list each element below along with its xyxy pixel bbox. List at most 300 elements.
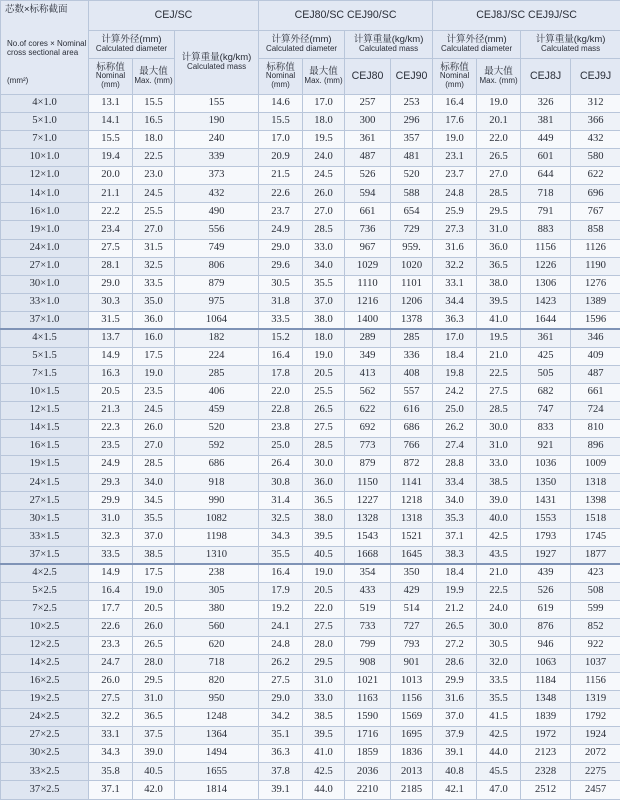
cell-cej-nominal: 22.2: [89, 203, 133, 221]
nominal-cn: 标称值: [440, 61, 469, 73]
cell-cej90-mass: 1141: [391, 474, 433, 492]
cell-cej9j-mass: 409: [571, 347, 620, 365]
cell-cej8j-mass: 439: [521, 564, 571, 582]
cell-cej90-mass: 1378: [391, 311, 433, 329]
cell-cej90-mass: 1206: [391, 293, 433, 311]
cell-cej8090-max: 27.5: [303, 618, 345, 636]
cell-cej8j-mass: 1306: [521, 275, 571, 293]
cell-cej9j-mass: 810: [571, 420, 620, 438]
cell-cej8j-mass: 718: [521, 185, 571, 203]
cell-cej9j-mass: 1389: [571, 293, 620, 311]
cell-cej8j-mass: 1348: [521, 691, 571, 709]
cell-cej80-mass: 736: [345, 221, 391, 239]
cell-cej-nominal: 23.4: [89, 221, 133, 239]
cell-cej8j-mass: 833: [521, 420, 571, 438]
cell-cej90-mass: 1645: [391, 546, 433, 564]
cell-cej8j9j-nominal: 26.5: [433, 618, 477, 636]
table-row: [1, 167, 620, 185]
cell-cej90-mass: 2013: [391, 763, 433, 781]
cell-cej8j9j-max: 29.5: [477, 203, 521, 221]
cell-cej-max: 26.5: [133, 636, 175, 654]
cell-cej-max: 25.5: [133, 203, 175, 221]
cell-cej8j9j-nominal: 28.6: [433, 654, 477, 672]
cell-cej8j-mass: 1972: [521, 727, 571, 745]
cell-cej8j9j-max: 42.5: [477, 727, 521, 745]
cell-cej-mass: 806: [175, 257, 259, 275]
cell-cej8090-nominal: 20.9: [259, 149, 303, 167]
cell-size: 27×2.5: [1, 727, 89, 745]
cell-cej8j-mass: 921: [521, 438, 571, 456]
cell-cej-nominal: 23.3: [89, 636, 133, 654]
cell-cej90-mass: 285: [391, 329, 433, 347]
cell-cej-max: 38.5: [133, 546, 175, 564]
table-row: [1, 709, 620, 727]
cell-cej-mass: 1814: [175, 781, 259, 800]
cell-cej8j9j-nominal: 31.6: [433, 691, 477, 709]
nominal-cn: 标称值: [266, 61, 295, 73]
cell-cej-mass: 950: [175, 691, 259, 709]
cell-cej80-mass: 692: [345, 420, 391, 438]
cell-size: 12×2.5: [1, 636, 89, 654]
cell-cej8090-max: 34.0: [303, 257, 345, 275]
cell-cej8j9j-nominal: 37.9: [433, 727, 477, 745]
cell-cej8090-nominal: 23.7: [259, 203, 303, 221]
cell-cej8j9j-nominal: 21.2: [433, 600, 477, 618]
cell-cej8090-max: 17.0: [303, 95, 345, 113]
cell-cej8j9j-nominal: 37.0: [433, 709, 477, 727]
cell-cej90-mass: 727: [391, 618, 433, 636]
cell-cej8j9j-nominal: 34.0: [433, 492, 477, 510]
cell-cej8j-mass: 2328: [521, 763, 571, 781]
table-row: [1, 582, 620, 600]
cell-cej8090-nominal: 31.4: [259, 492, 303, 510]
cell-cej8j-mass: 1553: [521, 510, 571, 528]
cell-size: 37×1.5: [1, 546, 89, 564]
cell-cej8j9j-max: 27.0: [477, 167, 521, 185]
cell-cej80-mass: 622: [345, 402, 391, 420]
cell-cej8j-mass: 505: [521, 365, 571, 383]
cell-cej9j-mass: 599: [571, 600, 620, 618]
cell-cej80-mass: 1328: [345, 510, 391, 528]
table-row: [1, 402, 620, 420]
cell-cej90-mass: 2185: [391, 781, 433, 800]
cell-cej8j9j-nominal: 19.0: [433, 131, 477, 149]
cell-cej-max: 29.5: [133, 673, 175, 691]
cell-cej90-mass: 616: [391, 402, 433, 420]
cell-cej8j9j-max: 21.0: [477, 564, 521, 582]
table-row: [1, 347, 620, 365]
cell-cej8090-max: 20.5: [303, 365, 345, 383]
cell-cej8j9j-max: 24.0: [477, 600, 521, 618]
cell-cej8090-max: 28.5: [303, 221, 345, 239]
table-row: [1, 95, 620, 113]
table-row: [1, 636, 620, 654]
cell-cej9j-mass: 487: [571, 365, 620, 383]
cell-cej80-mass: 967: [345, 239, 391, 257]
cell-cej9j-mass: 1924: [571, 727, 620, 745]
cell-cej8090-max: 37.0: [303, 293, 345, 311]
cell-cej80-mass: 433: [345, 582, 391, 600]
cell-cej8j9j-nominal: 42.1: [433, 781, 477, 800]
cell-size: 5×1.5: [1, 347, 89, 365]
cell-cej80-mass: 1668: [345, 546, 391, 564]
cell-cej-mass: 1248: [175, 709, 259, 727]
cell-cej9j-mass: 1877: [571, 546, 620, 564]
cell-cej9j-mass: 2072: [571, 745, 620, 763]
max-cn: 最大值: [309, 66, 338, 78]
cell-size: 33×1.5: [1, 528, 89, 546]
cell-cej8j9j-max: 19.5: [477, 329, 521, 347]
cell-cej80-mass: 879: [345, 456, 391, 474]
cell-cej80-mass: 1859: [345, 745, 391, 763]
cell-cej8j-mass: 601: [521, 149, 571, 167]
cell-cej8090-max: 39.5: [303, 727, 345, 745]
cell-size: 30×1.0: [1, 275, 89, 293]
cell-cej8090-nominal: 22.0: [259, 384, 303, 402]
cell-cej90-mass: 429: [391, 582, 433, 600]
cell-cej-nominal: 14.1: [89, 113, 133, 131]
cell-cej8090-max: 20.5: [303, 582, 345, 600]
mass-en-label: Calculated mass: [186, 61, 247, 71]
cell-cej-max: 26.0: [133, 618, 175, 636]
cell-cej8j9j-nominal: 18.4: [433, 347, 477, 365]
cell-cej-nominal: 35.8: [89, 763, 133, 781]
cell-cej8090-nominal: 19.2: [259, 600, 303, 618]
cell-cej-mass: 155: [175, 95, 259, 113]
table-row: [1, 420, 620, 438]
table-row: [1, 673, 620, 691]
cell-cej9j-mass: 1318: [571, 474, 620, 492]
cell-cej8090-nominal: 34.2: [259, 709, 303, 727]
cell-cej8j9j-max: 41.0: [477, 311, 521, 329]
cell-cej90-mass: 1013: [391, 673, 433, 691]
cell-cej-mass: 918: [175, 474, 259, 492]
cell-cej8090-nominal: 30.5: [259, 275, 303, 293]
cell-cej8090-nominal: 23.8: [259, 420, 303, 438]
cell-cej80-mass: 733: [345, 618, 391, 636]
cell-cej8090-nominal: 15.5: [259, 113, 303, 131]
cell-cej8j-mass: 876: [521, 618, 571, 636]
cell-cej8j-mass: 1644: [521, 311, 571, 329]
cell-cej80-mass: 1543: [345, 528, 391, 546]
cell-cej-mass: 240: [175, 131, 259, 149]
cell-cej8j9j-max: 32.0: [477, 654, 521, 672]
cell-cej8090-nominal: 24.1: [259, 618, 303, 636]
cell-cej-mass: 820: [175, 673, 259, 691]
table-row: [1, 745, 620, 763]
cell-cej-nominal: 19.4: [89, 149, 133, 167]
cell-cej-mass: 1494: [175, 745, 259, 763]
cell-cej-max: 24.5: [133, 185, 175, 203]
cell-cej80-mass: 1400: [345, 311, 391, 329]
cell-cej-mass: 1082: [175, 510, 259, 528]
cell-cej-mass: 285: [175, 365, 259, 383]
cell-cej80-mass: 289: [345, 329, 391, 347]
cell-cej-mass: 432: [175, 185, 259, 203]
cell-cej-mass: 1364: [175, 727, 259, 745]
cell-cej8j-mass: 2512: [521, 781, 571, 800]
cell-cej-mass: 620: [175, 636, 259, 654]
cell-cej80-mass: 1590: [345, 709, 391, 727]
cell-cej8090-nominal: 24.8: [259, 636, 303, 654]
cell-cej8j9j-nominal: 19.9: [433, 582, 477, 600]
cell-size: 27×1.0: [1, 257, 89, 275]
cell-cej9j-mass: 508: [571, 582, 620, 600]
cell-cej8090-max: 36.5: [303, 492, 345, 510]
cell-cej8j9j-nominal: 39.1: [433, 745, 477, 763]
cell-cej8j9j-nominal: 33.4: [433, 474, 477, 492]
cell-size: 19×2.5: [1, 691, 89, 709]
cell-cej8j9j-nominal: 17.0: [433, 329, 477, 347]
cell-cej8090-max: 22.0: [303, 600, 345, 618]
cell-size: 16×2.5: [1, 673, 89, 691]
cell-cej-mass: 1198: [175, 528, 259, 546]
cell-cej8j9j-max: 33.5: [477, 673, 521, 691]
cell-cej90-mass: 1020: [391, 257, 433, 275]
cell-cej-mass: 686: [175, 456, 259, 474]
cell-cej8j9j-nominal: 31.6: [433, 239, 477, 257]
cell-size: 7×1.0: [1, 131, 89, 149]
table-row: [1, 781, 620, 800]
cell-cej8j9j-nominal: 27.3: [433, 221, 477, 239]
cell-cej8j9j-max: 44.0: [477, 745, 521, 763]
cell-cej-max: 23.0: [133, 167, 175, 185]
cell-cej8090-nominal: 37.8: [259, 763, 303, 781]
cell-cej90-mass: 959.: [391, 239, 433, 257]
cell-size: 37×2.5: [1, 781, 89, 800]
cell-cej9j-mass: 1126: [571, 239, 620, 257]
cell-cej9j-mass: 1319: [571, 691, 620, 709]
cell-cej9j-mass: 2275: [571, 763, 620, 781]
cell-cej9j-mass: 896: [571, 438, 620, 456]
cell-cej-max: 27.0: [133, 438, 175, 456]
cell-cej80-mass: 1216: [345, 293, 391, 311]
cell-cej-mass: 182: [175, 329, 259, 347]
cell-cej8090-nominal: 35.1: [259, 727, 303, 745]
cell-size: 24×1.0: [1, 239, 89, 257]
cell-cej8090-nominal: 15.2: [259, 329, 303, 347]
cell-cej8090-max: 41.0: [303, 745, 345, 763]
cell-cej8090-max: 39.5: [303, 528, 345, 546]
cell-cej80-mass: 1150: [345, 474, 391, 492]
cell-cej8090-max: 19.5: [303, 131, 345, 149]
cell-cej90-mass: 654: [391, 203, 433, 221]
cell-size: 37×1.0: [1, 311, 89, 329]
cell-cej80-mass: 354: [345, 564, 391, 582]
cell-cej8j9j-nominal: 23.1: [433, 149, 477, 167]
cell-cej8j9j-max: 38.0: [477, 275, 521, 293]
group-header-cej-sc: CEJ/SC: [89, 1, 259, 31]
cell-cej8j-mass: 1156: [521, 239, 571, 257]
cell-cej90-mass: 1836: [391, 745, 433, 763]
cell-cej-nominal: 26.0: [89, 673, 133, 691]
cell-size: 27×1.5: [1, 492, 89, 510]
cell-size: 10×1.0: [1, 149, 89, 167]
cell-cej-nominal: 21.1: [89, 185, 133, 203]
cell-cej-max: 32.5: [133, 257, 175, 275]
cell-cej-nominal: 27.5: [89, 691, 133, 709]
cell-cej8090-max: 18.0: [303, 113, 345, 131]
cell-cej8090-max: 44.0: [303, 781, 345, 800]
nominal-en: Nominal (mm): [265, 71, 296, 90]
cell-cej90-mass: 686: [391, 420, 433, 438]
cell-cej8j-mass: 1431: [521, 492, 571, 510]
cell-cej90-mass: 408: [391, 365, 433, 383]
cell-cej9j-mass: 767: [571, 203, 620, 221]
cell-cej8j9j-max: 28.5: [477, 402, 521, 420]
cell-cej-nominal: 22.6: [89, 618, 133, 636]
cell-cej8090-max: 27.0: [303, 203, 345, 221]
cell-cej8j9j-nominal: 27.2: [433, 636, 477, 654]
cell-cej-nominal: 29.3: [89, 474, 133, 492]
cell-cej8j9j-max: 21.0: [477, 347, 521, 365]
cell-cej8090-nominal: 33.5: [259, 311, 303, 329]
table-row: [1, 618, 620, 636]
cell-cej9j-mass: 1792: [571, 709, 620, 727]
cell-cej90-mass: 729: [391, 221, 433, 239]
cell-cej-max: 36.0: [133, 311, 175, 329]
cell-cej-nominal: 22.3: [89, 420, 133, 438]
table-row: [1, 438, 620, 456]
cell-cej8j9j-nominal: 29.9: [433, 673, 477, 691]
mass-subheader-cej90: CEJ90: [391, 59, 433, 95]
cell-cej-mass: 1310: [175, 546, 259, 564]
cell-cej-mass: 238: [175, 564, 259, 582]
cell-size: 24×1.5: [1, 474, 89, 492]
cell-cej8090-max: 33.0: [303, 691, 345, 709]
cell-cej-max: 33.5: [133, 275, 175, 293]
cell-cej8090-max: 38.5: [303, 709, 345, 727]
cell-cej9j-mass: 724: [571, 402, 620, 420]
cell-cej-max: 24.5: [133, 402, 175, 420]
cell-cej8j9j-max: 31.0: [477, 438, 521, 456]
cell-cej8090-max: 24.0: [303, 149, 345, 167]
cell-cej-nominal: 27.5: [89, 239, 133, 257]
cell-cej8090-nominal: 14.6: [259, 95, 303, 113]
cell-cej80-mass: 1029: [345, 257, 391, 275]
cell-cej8090-max: 26.0: [303, 185, 345, 203]
mass-en-label: Calculated mass: [541, 43, 601, 53]
mass-cn-label: 计算重量(kg/km): [181, 52, 252, 64]
cell-cej-max: 28.0: [133, 654, 175, 672]
cell-cej-max: 17.5: [133, 347, 175, 365]
cell-cej-nominal: 13.7: [89, 329, 133, 347]
cell-cej-mass: 406: [175, 384, 259, 402]
cell-size: 10×1.5: [1, 384, 89, 402]
table-row: [1, 510, 620, 528]
cell-cej8j-mass: 791: [521, 203, 571, 221]
cell-cej9j-mass: 1009: [571, 456, 620, 474]
cell-cej8j-mass: 682: [521, 384, 571, 402]
cell-size: 19×1.0: [1, 221, 89, 239]
cell-cej-mass: 305: [175, 582, 259, 600]
cell-cej8090-max: 19.0: [303, 347, 345, 365]
cell-cej8j9j-max: 30.5: [477, 636, 521, 654]
cell-cej9j-mass: 366: [571, 113, 620, 131]
cell-cej80-mass: 2036: [345, 763, 391, 781]
cell-cej-mass: 975: [175, 293, 259, 311]
diameter-header-2: [259, 31, 345, 59]
group-header-cej80-cej90: CEJ80/SC CEJ90/SC: [259, 1, 433, 31]
diameter-en-label: Calculated diameter: [440, 43, 513, 53]
cell-cej90-mass: 1156: [391, 691, 433, 709]
cell-cej-max: 35.5: [133, 510, 175, 528]
cell-cej8090-nominal: 32.5: [259, 510, 303, 528]
cell-cej8j-mass: 644: [521, 167, 571, 185]
cell-cej80-mass: 2210: [345, 781, 391, 800]
table-row: [1, 763, 620, 781]
cell-cej-nominal: 34.3: [89, 745, 133, 763]
mass-header-2: [345, 31, 433, 59]
cell-cej8090-nominal: 17.0: [259, 131, 303, 149]
cell-cej80-mass: 1021: [345, 673, 391, 691]
cell-cej8090-max: 40.5: [303, 546, 345, 564]
cell-cej80-mass: 799: [345, 636, 391, 654]
cell-cej8090-nominal: 29.0: [259, 239, 303, 257]
cell-cej8j9j-nominal: 18.4: [433, 564, 477, 582]
cell-cej-mass: 490: [175, 203, 259, 221]
cell-cej9j-mass: 2457: [571, 781, 620, 800]
cell-size: 30×1.5: [1, 510, 89, 528]
cell-cej8j9j-max: 39.0: [477, 492, 521, 510]
cell-cej80-mass: 300: [345, 113, 391, 131]
cell-cej8090-max: 24.5: [303, 167, 345, 185]
table-row: [1, 329, 620, 347]
cell-cej8090-nominal: 26.2: [259, 654, 303, 672]
nominal-header: [89, 59, 133, 95]
mass-subheader-cej80: CEJ80: [345, 59, 391, 95]
cell-cej9j-mass: 1037: [571, 654, 620, 672]
cell-cej-mass: 224: [175, 347, 259, 365]
mass-subheader-cej9j: CEJ9J: [571, 59, 620, 95]
cell-cej8j-mass: 1036: [521, 456, 571, 474]
cell-cej-mass: 1655: [175, 763, 259, 781]
cell-cej8090-nominal: 17.9: [259, 582, 303, 600]
cell-cej-max: 27.0: [133, 221, 175, 239]
cell-size: 4×2.5: [1, 564, 89, 582]
cell-size: 4×1.5: [1, 329, 89, 347]
cell-cej9j-mass: 852: [571, 618, 620, 636]
cell-cej9j-mass: 423: [571, 564, 620, 582]
cell-cej8j-mass: 883: [521, 221, 571, 239]
cell-cej8j9j-max: 30.0: [477, 618, 521, 636]
cell-cej-nominal: 24.7: [89, 654, 133, 672]
cell-cej8j9j-max: 26.5: [477, 149, 521, 167]
table-row: [1, 239, 620, 257]
cell-cej8j-mass: 449: [521, 131, 571, 149]
cell-cej8j-mass: 1793: [521, 528, 571, 546]
cell-cej90-mass: 336: [391, 347, 433, 365]
cell-cej90-mass: 296: [391, 113, 433, 131]
cell-cej-nominal: 30.3: [89, 293, 133, 311]
cell-cej8j9j-max: 45.5: [477, 763, 521, 781]
cell-cej8j9j-nominal: 38.3: [433, 546, 477, 564]
cell-cej-mass: 556: [175, 221, 259, 239]
cell-cej8090-max: 38.0: [303, 510, 345, 528]
cell-cej8j-mass: 1927: [521, 546, 571, 564]
cell-cej8090-nominal: 22.6: [259, 185, 303, 203]
cell-cej8j9j-nominal: 36.3: [433, 311, 477, 329]
cell-cej-max: 31.0: [133, 691, 175, 709]
cell-cej8j9j-max: 22.5: [477, 365, 521, 383]
cell-cej8j9j-max: 41.5: [477, 709, 521, 727]
cell-cej90-mass: 588: [391, 185, 433, 203]
cell-size: 14×2.5: [1, 654, 89, 672]
cell-cej90-mass: 901: [391, 654, 433, 672]
cell-cej8090-nominal: 22.8: [259, 402, 303, 420]
cell-cej-nominal: 14.9: [89, 564, 133, 582]
cell-cej9j-mass: 432: [571, 131, 620, 149]
